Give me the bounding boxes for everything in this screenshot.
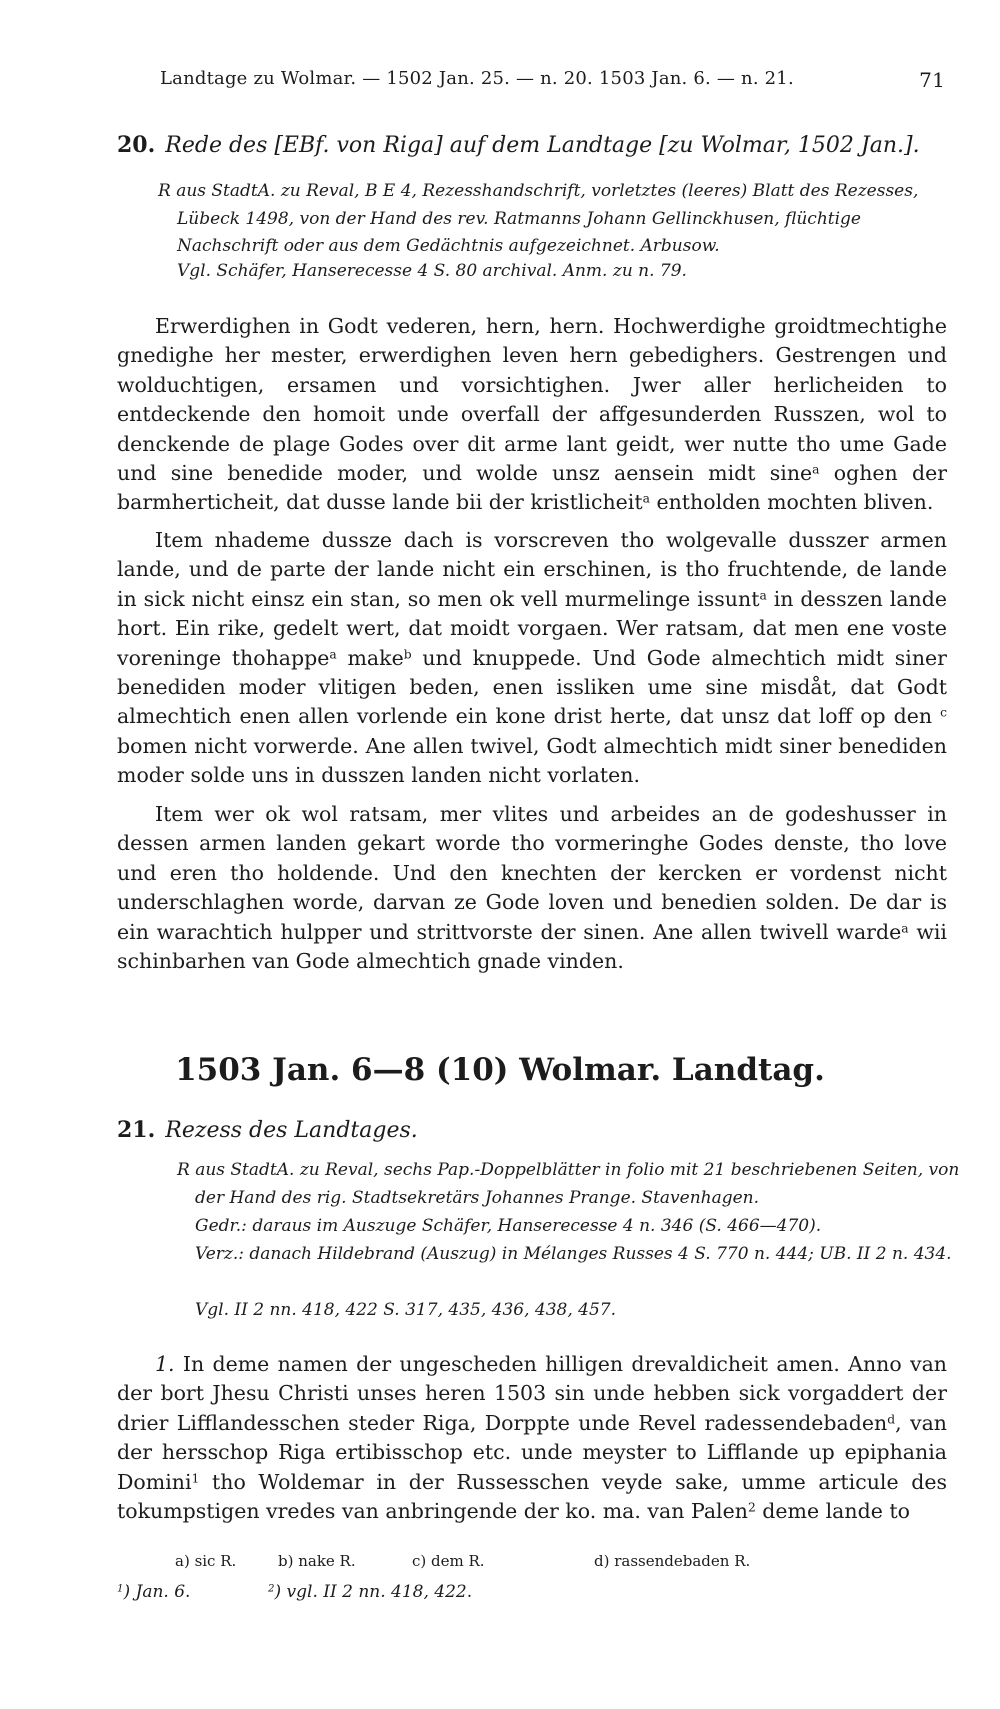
footnote-mark: a — [812, 462, 820, 477]
page-number: 71 — [919, 68, 945, 92]
footnote-mark: 1 — [191, 1470, 200, 1485]
footnote-mark: b — [403, 646, 412, 661]
document-number: 21. — [117, 1117, 156, 1143]
article-number: 1. — [155, 1352, 175, 1376]
footnote: d) rassendebaden R. — [594, 1552, 751, 1570]
document-number: 20. — [117, 132, 156, 158]
document-20-heading — [117, 132, 947, 158]
source-note: R aus StadtA. zu Reval, B E 4, Rezesshandschrift, vorletztes (leeres) Blatt des Rezesses, Lübeck 1498, von der Hand des rev. Ratmanns Johann Gellinckhusen, flüchtige Nachschrift oder aus dem Gedächtnis aufgezeichnet. Arbusow. — [158, 181, 919, 256]
footnote: $^1$) Jan. 6. — [117, 1582, 191, 1602]
text-run: oghen der barmherticheit, dat dusse lande bii der kristlicheit — [117, 461, 947, 515]
reference-note: Vgl. II 2 nn. 418, 422 S. 317, 435, 436, 438, 457. — [195, 1300, 616, 1320]
footnote-text: vgl. II 2 nn. 418, 422. — [286, 1582, 473, 1602]
running-head — [160, 68, 945, 92]
footnote-text: Jan. 6. — [135, 1582, 191, 1602]
text-run: , van der hersschop Riga ertibisschop etc. unde meyster to Lifflande up epiphania Domini — [117, 1410, 948, 1494]
document-title: Rede des [EBf. von Riga] auf dem Landtage [zu Wolmar, 1502 Jan.]. — [165, 133, 920, 158]
footnote: c) dem R. — [412, 1552, 485, 1570]
footnote-mark: d — [887, 1412, 896, 1427]
source-note: R aus StadtA. zu Reval, sechs Pap.-Doppelblätter in folio mit 21 beschriebenen Seiten, von der Hand des rig. Stadtsekretärs Johannes Prange. Stavenhagen. — [177, 1160, 960, 1208]
footnote-mark: 2 — [268, 1583, 275, 1595]
text-run: make — [336, 645, 404, 670]
text-run: In deme namen der ungescheden hilligen drevaldicheit amen. Anno van der bort Jhesu Christi unses heren 1503 sin unde hebben sick vorgaddert der drier Lifflandesschen steder Riga, Dorppte unde Revel radessendebaden — [117, 1352, 947, 1435]
document-title: Rezess des Landtages. — [165, 1118, 418, 1143]
text-run: deme lande to — [755, 1499, 910, 1524]
footnote-mark: c — [940, 705, 947, 720]
text-run: Item nhademe dussze dach is vorscreven tho wolgevalle dusszer armen lande, und de parte der lande nicht ein erschinen, is tho fruchtende, de lande in sick nicht einsz ein stan, so men ok vell murmelinge issunt — [117, 528, 947, 611]
footnote-mark: 2 — [747, 1500, 756, 1515]
paragraph — [117, 800, 947, 976]
footnote-mark: a — [329, 646, 337, 661]
text-run: bomen nicht vorwerde. Ane allen twivel, Godt almechtich midt siner benediden moder solde uns in dusszen landen nicht vorlaten. — [117, 733, 947, 788]
reference-note: Vgl. Schäfer, Hanserecesse 4 S. 80 archival. Anm. zu n. 79. — [177, 261, 687, 281]
footnote: b) nake R. — [278, 1552, 356, 1570]
text-run: und knuppede. Und Gode almechtich midt siner benediden moder vlitigen beden, enen issliken ume sine misdåt, dat Godt almechtich enen allen vorlende ein kone drist herte, dat unsz dat loff op den — [117, 645, 947, 729]
footnote-mark: 1 — [117, 1583, 124, 1595]
text-run: wii schinbarhen van Gode almechtich gnade vinden. — [117, 919, 947, 974]
text-run: Item wer ok wol ratsam, mer vlites und arbeides an de godeshusser in dessen armen landen gekart worde tho vormeringhe Godes denste, tho love und eren tho holdende. Und den knechten der kercken er vordenst nicht underschlaghen worde, darvan ze Gode loven und benedien solden. De dar is ein warachtich hulpper und strittvorste der sinen. Ane allen twivell warde — [117, 802, 947, 944]
footnote-mark: a — [642, 491, 650, 506]
footnote: a) sic R. — [175, 1552, 237, 1570]
text-run: entholden mochten bliven. — [649, 490, 934, 515]
section-title: 1503 Jan. 6—8 (10) Wolmar. Landtag. — [175, 1052, 825, 1088]
register-note: Verz.: danach Hildebrand (Auszug) in Mélanges Russes 4 S. 770 n. 444; UB. II 2 n. 434. — [195, 1244, 952, 1264]
text-run: Erwerdighen in Godt vederen, hern, hern. Hochwerdighe groidtmechtighe gnedighe her mester, erwerdighen leven hern gebedighers. Gestrengen und wolduchtigen, ersamen und vorsichtighen. Jwer aller herlicheiden to entdeckende den homoit unde overfall der affgesunderden Russzen, wol to denckende de plage Godes over dit arme lant geidt, wer nutte tho ume Gade und sine benedide moder, und wolde unsz aensein midt sine — [117, 314, 947, 486]
document-21-heading — [117, 1117, 947, 1143]
text-run: tho Woldemar in der Russesschen veyde sake, umme articule des tokumpstigen vredes van anbringende der ko. ma. van Palen — [117, 1469, 947, 1524]
print-note: Gedr.: daraus im Auszuge Schäfer, Hanserecesse 4 n. 346 (S. 466—470). — [195, 1216, 822, 1236]
paragraph — [117, 1350, 947, 1526]
running-head-text: Landtage zu Wolmar. — 1502 Jan. 25. — n. 20. 1503 Jan. 6. — n. 21. — [160, 68, 794, 89]
footnote-mark: a — [901, 920, 909, 935]
footnote-mark: a — [759, 588, 767, 603]
text-run: in desszen lande hort. Ein rike, gedelt wert, dat moidt vorgaen. Wer ratsam, dat men ene voste voreninge thohappe — [117, 586, 947, 670]
paragraph — [117, 526, 947, 791]
paragraph — [117, 312, 947, 518]
footnote: $^2$) vgl. II 2 nn. 418, 422. — [268, 1582, 473, 1602]
